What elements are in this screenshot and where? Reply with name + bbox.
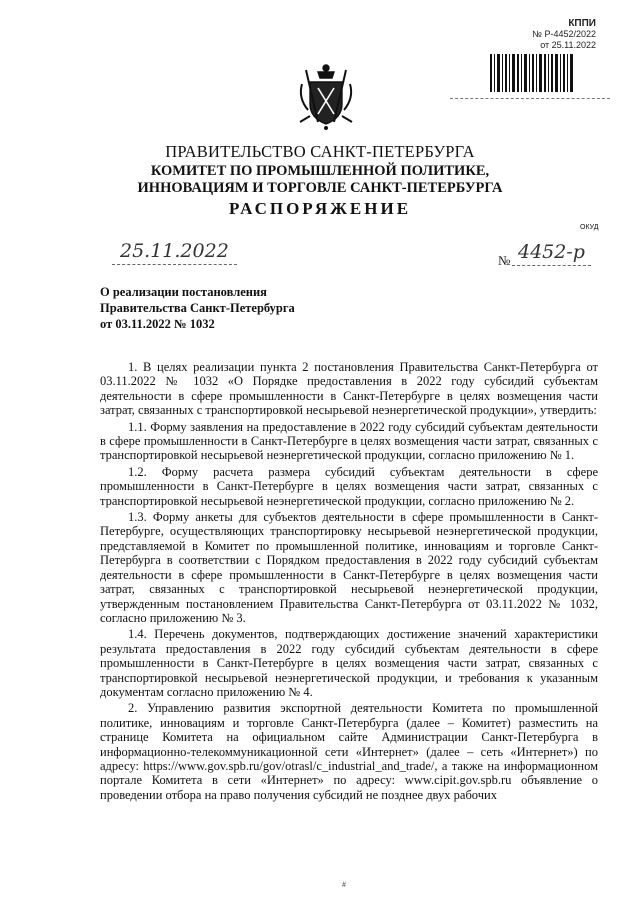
document-subject	[100, 284, 295, 332]
paragraph-1: 1. В целях реализации пункта 2 постановления Правительства Санкт-Петербурга от 03.11.2022 № 1032 «О Порядке предоставления в 2022 году субсидий субъектам деятельности в сфере промышленности в Санкт-Петербурге в целях возмещения части затрат, связанных с транспортировкой несырьевой неэнергетической продукции», утвердить:	[100, 360, 598, 418]
document-type: РАСПОРЯЖЕНИЕ	[228, 199, 412, 218]
subject-line1: О реализации постановления	[100, 285, 267, 299]
paragraph-1-3: 1.3. Форму анкеты для субъектов деятельности в сфере промышленности в Санкт-Петербурге, осуществляющих транспортировку несырьевой неэнергетической продукции, представляемой в Комитет по промышленной политике, инновациям и торговле Санкт-Петербурга в соответствии с Порядком предоставления в 2022 году субсидий субъектам деятельности в сфере промышленности в Санкт-Петербурге в целях возмещения части затрат, связанных с транспортировкой несырьевой неэнергетической продукции, утвержденным постановлением Правительства Санкт-Петербурга от 03.11.2022 № 1032, согласно приложению № 3.	[100, 510, 598, 625]
document-body	[100, 360, 598, 802]
paragraph-1-1: 1.1. Форму заявления на предоставление в 2022 году субсидий субъектам деятельности в сфере промышленности в Санкт-Петербурге в целях возмещения части затрат, связанных с транспортировкой несырьевой неэнергетической продукции, согласно приложению № 1.	[100, 419, 598, 463]
number-label: №	[498, 253, 511, 268]
coat-of-arms-icon	[296, 62, 356, 132]
government-title: ПРАВИТЕЛЬСТВО САНКТ-ПЕТЕРБУРГА	[165, 142, 475, 161]
document-date: 25.11.2022	[112, 240, 237, 265]
stamp-divider	[450, 98, 610, 101]
stamp-date: от 25.11.2022	[540, 40, 596, 50]
footer-mark: #	[342, 880, 346, 889]
committee-title	[0, 163, 640, 197]
subject-line3: от 03.11.2022 № 1032	[100, 317, 215, 331]
paragraph-1-4: 1.4. Перечень документов, подтверждающих достижение значений характеристики результата предоставления в 2022 году субсидий субъектам деятельности в сфере промышленности в Санкт-Петербурге в целях возмещения части затрат, связанных с транспортировкой несырьевой неэнергетической продукции, и требования к указанным документам согласно приложению № 4.	[100, 627, 598, 699]
committee-title-line1: КОМИТЕТ ПО ПРОМЫШЛЕННОЙ ПОЛИТИКЕ,	[150, 163, 490, 179]
subject-line2: Правительства Санкт-Петербурга	[100, 301, 295, 315]
barcode-icon	[490, 54, 574, 92]
stamp-org: КППИ	[568, 18, 596, 29]
paragraph-2: 2. Управлению развития экспортной деятельности Комитета по промышленной политике, инновациям и торговле Санкт-Петербурга (далее – Комитет) разместить на странице Комитета на официальном сайте Администрации Санкт-Петербурга в информационно-телекоммуникационной сети «Интернет» (далее – сеть «Интернет») по адресу: https://www.gov.spb.ru/gov/otrasl/c_industrial_and_trade/, а также на информационном портале Комитета в сети «Интернет» по адресу: www.cipit.gov.spb.ru объявление о проведении отбора на право получения субсидий не позднее двух рабочих	[100, 701, 598, 802]
registration-stamp	[496, 18, 596, 51]
document-number: 4452-р	[512, 241, 591, 266]
paragraph-1-2: 1.2. Форму расчета размера субсидий субъектам деятельности в сфере промышленности в Санкт-Петербурге в целях возмещения части затрат, связанных с транспортировкой несырьевой неэнергетической продукции, согласно приложению № 2.	[100, 464, 598, 508]
stamp-number: № Р-4452/2022	[532, 29, 596, 39]
committee-title-line2: ИННОВАЦИЯМ И ТОРГОВЛЕ САНКТ-ПЕТЕРБУРГА	[137, 180, 503, 196]
okud-label: ОКУД	[580, 224, 599, 231]
